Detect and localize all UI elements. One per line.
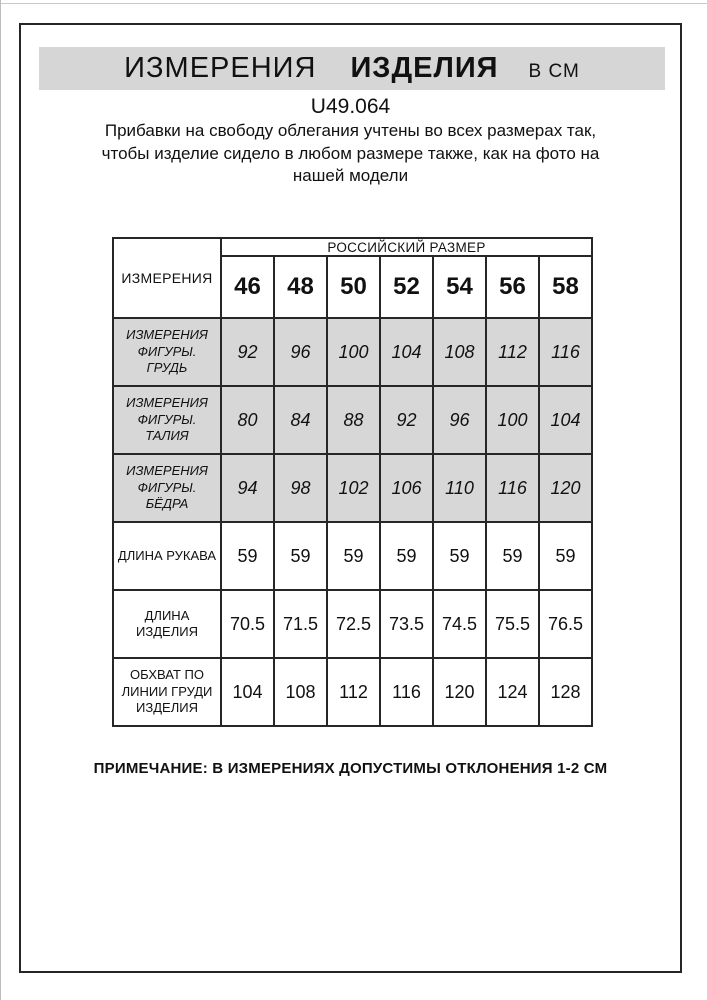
title-measurements: ИЗМЕРЕНИЯ [124,52,317,84]
value-cell: 108 [274,658,327,726]
value-cell: 59 [433,522,486,590]
table-row-figure-waist [113,386,592,454]
title-product: ИЗДЕЛИЯ [350,52,499,84]
row-label: ДЛИНА РУКАВА [113,522,221,590]
value-cell: 104 [380,318,433,386]
size-cell: 56 [486,256,539,318]
value-cell: 110 [433,454,486,522]
size-cell: 58 [539,256,592,318]
row-label: ОБХВАТ ПО ЛИНИИ ГРУДИ ИЗДЕЛИЯ [113,658,221,726]
table-row-sleeve-length [113,522,592,590]
scan-artifact-top-line [0,3,707,4]
table-row-figure-chest [113,318,592,386]
value-cell: 59 [539,522,592,590]
value-cell: 72.5 [327,590,380,658]
value-cell: 96 [274,318,327,386]
value-cell: 116 [486,454,539,522]
value-cell: 59 [274,522,327,590]
value-cell: 92 [221,318,274,386]
title-bar [39,47,665,90]
value-cell: 128 [539,658,592,726]
description-text: Прибавки на свободу облегания учтены во всех размерах так, чтобы изделие сидело в любом размере также, как на фото на нашей модели [101,121,600,185]
table-row-figure-hips [113,454,592,522]
value-cell: 116 [539,318,592,386]
page-border [19,23,682,973]
value-cell: 100 [327,318,380,386]
row-label: ДЛИНА ИЗДЕЛИЯ [113,590,221,658]
value-cell: 88 [327,386,380,454]
title-units: В СМ [528,61,580,82]
value-cell: 100 [486,386,539,454]
value-cell: 80 [221,386,274,454]
group-header-cell: РОССИЙСКИЙ РАЗМЕР [221,238,592,256]
value-cell: 74.5 [433,590,486,658]
value-cell: 59 [486,522,539,590]
corner-label-cell: ИЗМЕРЕНИЯ [113,238,221,318]
value-cell: 104 [221,658,274,726]
value-cell: 108 [433,318,486,386]
table-row-item-length [113,590,592,658]
value-cell: 106 [380,454,433,522]
value-cell: 120 [433,658,486,726]
value-cell: 59 [221,522,274,590]
value-cell: 92 [380,386,433,454]
table-header-row [113,238,592,256]
size-table [112,237,593,727]
value-cell: 96 [433,386,486,454]
table-row-chest-girth [113,658,592,726]
size-cell: 48 [274,256,327,318]
value-cell: 112 [486,318,539,386]
row-label: ИЗМЕРЕНИЯ ФИГУРЫ. ТАЛИЯ [113,386,221,454]
value-cell: 98 [274,454,327,522]
value-cell: 76.5 [539,590,592,658]
value-cell: 59 [380,522,433,590]
value-cell: 124 [486,658,539,726]
size-cell: 46 [221,256,274,318]
value-cell: 104 [539,386,592,454]
value-cell: 112 [327,658,380,726]
row-label: ИЗМЕРЕНИЯ ФИГУРЫ. БЁДРА [113,454,221,522]
value-cell: 84 [274,386,327,454]
value-cell: 71.5 [274,590,327,658]
row-label: ИЗМЕРЕНИЯ ФИГУРЫ. ГРУДЬ [113,318,221,386]
size-cell: 50 [327,256,380,318]
value-cell: 102 [327,454,380,522]
value-cell: 70.5 [221,590,274,658]
size-cell: 52 [380,256,433,318]
value-cell: 120 [539,454,592,522]
scan-artifact-left-line [0,0,1,1000]
size-cell: 54 [433,256,486,318]
value-cell: 75.5 [486,590,539,658]
value-cell: 116 [380,658,433,726]
value-cell: 59 [327,522,380,590]
article-code: U49.064 [310,95,391,118]
value-cell: 94 [221,454,274,522]
value-cell: 73.5 [380,590,433,658]
footnote: ПРИМЕЧАНИЕ: В ИЗМЕРЕНИЯХ ДОПУСТИМЫ ОТКЛОНЕНИЯ 1-2 СМ [93,760,608,777]
